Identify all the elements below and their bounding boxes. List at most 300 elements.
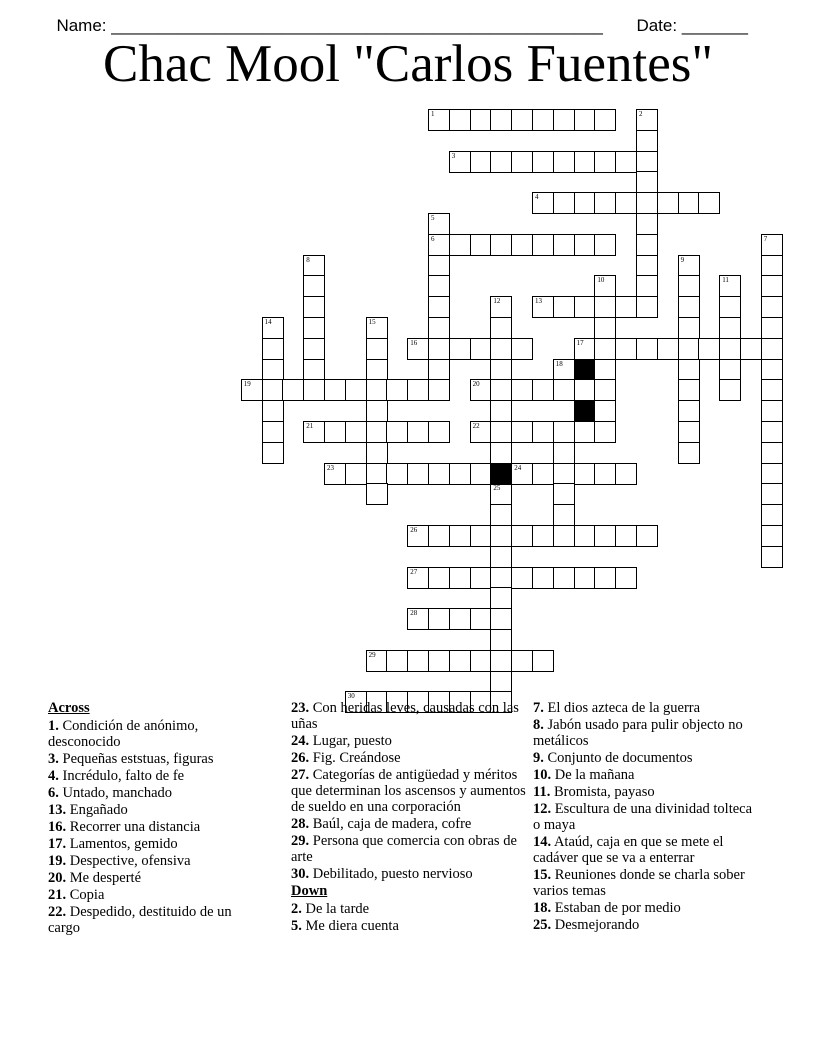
grid-cell[interactable] — [428, 213, 450, 235]
grid-cell[interactable] — [282, 379, 304, 401]
grid-cell[interactable] — [428, 296, 450, 318]
grid-cell[interactable] — [303, 275, 325, 297]
grid-cell[interactable] — [636, 255, 658, 277]
grid-cell[interactable] — [407, 379, 429, 401]
grid-cell[interactable] — [428, 338, 450, 360]
grid-cell[interactable] — [719, 275, 741, 297]
grid-cell[interactable] — [532, 463, 554, 485]
grid-cell[interactable] — [594, 234, 616, 256]
grid-cell[interactable] — [678, 296, 700, 318]
across-clue-list-continued — [291, 700, 527, 882]
grid-cell[interactable] — [636, 338, 658, 360]
grid-cell[interactable] — [511, 421, 533, 443]
grid-cell[interactable] — [470, 338, 492, 360]
clue-text: Untado, manchado — [58, 785, 173, 801]
clue-item — [48, 718, 266, 750]
grid-cell[interactable] — [490, 421, 512, 443]
grid-cell[interactable] — [490, 234, 512, 256]
grid-cell[interactable] — [490, 608, 512, 630]
clue-number-label: 6. — [48, 785, 59, 801]
clue-item — [533, 917, 753, 933]
clue-number-label: 27. — [291, 767, 310, 783]
grid-cell[interactable] — [449, 338, 471, 360]
grid-cell[interactable] — [490, 109, 512, 131]
clue-item — [48, 785, 266, 801]
grid-cell[interactable] — [262, 421, 284, 443]
grid-cell[interactable] — [366, 442, 388, 464]
grid-cell[interactable] — [470, 608, 492, 630]
grid-cell[interactable] — [532, 650, 554, 672]
grid-cell[interactable] — [532, 296, 554, 318]
grid-cell[interactable] — [615, 463, 637, 485]
grid-cell[interactable] — [407, 608, 429, 630]
grid-cell[interactable] — [490, 587, 512, 609]
clue-text: Pequeñas eststuas, figuras — [58, 751, 214, 767]
grid-cell[interactable] — [428, 109, 450, 131]
clue-number: 22 — [472, 422, 480, 430]
grid-cell[interactable] — [511, 650, 533, 672]
clue-number-label: 3. — [48, 751, 59, 767]
grid-cell[interactable] — [636, 151, 658, 173]
grid-cell[interactable] — [449, 525, 471, 547]
clue-item — [533, 750, 753, 766]
clue-item — [533, 700, 753, 716]
grid-cell[interactable] — [553, 359, 575, 381]
grid-cell[interactable] — [553, 483, 575, 505]
grid-cell[interactable] — [532, 421, 554, 443]
grid-cell[interactable] — [470, 379, 492, 401]
grid-cell[interactable] — [636, 109, 658, 131]
grid-cell[interactable] — [490, 671, 512, 693]
grid-cell[interactable] — [262, 338, 284, 360]
grid-cell[interactable] — [386, 421, 408, 443]
grid-cell[interactable] — [553, 421, 575, 443]
grid-cell[interactable] — [594, 192, 616, 214]
grid-cell[interactable] — [428, 567, 450, 589]
clue-number-label: 11. — [533, 784, 551, 800]
grid-cell[interactable] — [490, 359, 512, 381]
grid-cell[interactable] — [636, 275, 658, 297]
clue-number: 18 — [555, 359, 563, 368]
grid-cell[interactable] — [615, 567, 637, 589]
grid-cell[interactable] — [761, 525, 783, 547]
clue-text: Reuniones donde se charla sober varios temas — [533, 867, 745, 899]
grid-cell[interactable] — [574, 151, 596, 173]
grid-cell[interactable] — [386, 463, 408, 485]
clue-text: Jabón usado para pulir objecto no metálicos — [533, 717, 743, 749]
grid-cell[interactable] — [553, 567, 575, 589]
grid-cell[interactable] — [594, 275, 616, 297]
clue-number: 25 — [493, 484, 501, 493]
grid-cell[interactable] — [470, 234, 492, 256]
grid-cell[interactable] — [740, 338, 762, 360]
grid-cell[interactable] — [470, 650, 492, 672]
grid-cell[interactable] — [636, 130, 658, 152]
grid-cell[interactable] — [719, 317, 741, 339]
grid-cell[interactable] — [511, 463, 533, 485]
clue-item — [48, 819, 266, 835]
grid-cell[interactable] — [428, 525, 450, 547]
clue-number: 23 — [327, 463, 334, 472]
grid-cell[interactable] — [574, 379, 596, 401]
clue-text: Copia — [66, 887, 105, 903]
grid-cell[interactable] — [303, 421, 325, 443]
clue-number-label: 5. — [291, 918, 302, 934]
name-line[interactable]: ____________________________________________________ — [111, 16, 603, 35]
grid-cell[interactable] — [761, 463, 783, 485]
grid-cell[interactable] — [553, 234, 575, 256]
grid-cell[interactable] — [366, 379, 388, 401]
grid-cell[interactable] — [511, 234, 533, 256]
grid-cell[interactable] — [366, 359, 388, 381]
grid-cell[interactable] — [636, 213, 658, 235]
grid-cell[interactable] — [553, 525, 575, 547]
clue-item — [533, 801, 753, 833]
grid-cell[interactable] — [594, 379, 616, 401]
clue-number: 21 — [306, 422, 314, 430]
grid-cell[interactable] — [698, 192, 720, 214]
clue-number-label: 22. — [48, 904, 67, 920]
grid-cell[interactable] — [490, 442, 512, 464]
grid-cell[interactable] — [761, 483, 783, 505]
grid-cell[interactable] — [761, 255, 783, 277]
clue-text: Ataúd, caja en que se mete el cadáver que se va a enterrar — [533, 834, 724, 866]
grid-cell[interactable] — [594, 338, 616, 360]
grid-cell[interactable] — [262, 317, 284, 339]
clue-number-label: 23. — [291, 700, 310, 716]
clue-number-label: 12. — [533, 801, 552, 817]
grid-cell[interactable] — [345, 379, 367, 401]
grid-cell[interactable] — [553, 463, 575, 485]
grid-cell[interactable] — [532, 525, 554, 547]
clue-number: 9 — [680, 255, 685, 264]
clue-number: 3 — [451, 151, 456, 160]
grid-cell[interactable] — [594, 317, 616, 339]
grid-cell[interactable] — [594, 109, 616, 131]
grid-cell[interactable] — [345, 421, 367, 443]
grid-cell[interactable] — [574, 421, 596, 443]
clue-number: 11 — [722, 276, 729, 285]
grid-cell[interactable] — [366, 400, 388, 422]
grid-cell[interactable] — [428, 275, 450, 297]
grid-cell[interactable] — [678, 379, 700, 401]
grid-cell[interactable] — [470, 109, 492, 131]
grid-cell[interactable] — [657, 338, 679, 360]
grid-cell[interactable] — [574, 525, 596, 547]
grid-cell[interactable] — [511, 567, 533, 589]
down-header: Down — [291, 883, 328, 899]
grid-cell[interactable] — [262, 400, 284, 422]
grid-cell[interactable] — [678, 442, 700, 464]
clue-number: 29 — [368, 650, 376, 659]
grid-cell[interactable] — [449, 567, 471, 589]
grid-cell[interactable] — [636, 192, 658, 214]
grid-cell[interactable] — [490, 546, 512, 568]
grid-cell[interactable] — [449, 650, 471, 672]
grid-cell[interactable] — [698, 338, 720, 360]
grid-cell[interactable] — [532, 109, 554, 131]
grid-cell[interactable] — [553, 504, 575, 526]
clue-item — [48, 836, 266, 852]
clue-number-label: 19. — [48, 853, 67, 869]
grid-cell[interactable] — [262, 359, 284, 381]
grid-cell[interactable] — [511, 338, 533, 360]
clue-number: 12 — [493, 297, 501, 306]
grid-cell[interactable] — [428, 379, 450, 401]
clue-text: Desmejorando — [551, 917, 640, 933]
grid-cell[interactable] — [636, 171, 658, 193]
grid-cell[interactable] — [470, 421, 492, 443]
grid-cell[interactable] — [490, 567, 512, 589]
grid-cell[interactable] — [303, 359, 325, 381]
clue-number: 27 — [410, 567, 418, 576]
grid-cell[interactable] — [574, 296, 596, 318]
grid-cell[interactable] — [615, 338, 637, 360]
grid-cell[interactable] — [719, 379, 741, 401]
grid-cell[interactable] — [678, 255, 700, 277]
grid-cell[interactable] — [761, 296, 783, 318]
clues-column-1 — [48, 700, 266, 937]
clue-number: 10 — [597, 276, 605, 285]
grid-cell[interactable] — [470, 567, 492, 589]
clue-item — [291, 816, 527, 832]
grid-cell[interactable] — [407, 463, 429, 485]
clue-item — [291, 833, 527, 865]
grid-cell[interactable] — [636, 234, 658, 256]
clue-number-label: 4. — [48, 768, 59, 784]
clue-item — [291, 901, 527, 917]
grid-cell[interactable] — [532, 379, 554, 401]
clue-text: Me desperté — [66, 870, 142, 886]
grid-cell[interactable] — [303, 379, 325, 401]
grid-cell[interactable] — [407, 567, 429, 589]
grid-cell[interactable] — [574, 463, 596, 485]
grid-cell[interactable] — [678, 421, 700, 443]
grid-cell[interactable] — [345, 463, 367, 485]
grid-cell[interactable] — [324, 421, 346, 443]
grid-cell[interactable] — [594, 359, 616, 381]
grid-cell[interactable] — [574, 192, 596, 214]
grid-cell[interactable] — [761, 442, 783, 464]
clue-item — [291, 767, 527, 815]
grid-cell[interactable] — [470, 463, 492, 485]
grid-cell[interactable] — [761, 379, 783, 401]
grid-cell[interactable] — [511, 379, 533, 401]
grid-cell[interactable] — [594, 567, 616, 589]
grid-cell[interactable] — [449, 608, 471, 630]
grid-cell[interactable] — [532, 192, 554, 214]
grid-cell[interactable] — [553, 192, 575, 214]
grid-cell[interactable] — [678, 359, 700, 381]
grid-cell[interactable] — [615, 296, 637, 318]
clue-number-label: 26. — [291, 750, 310, 766]
grid-cell[interactable] — [407, 338, 429, 360]
grid-cell[interactable] — [428, 255, 450, 277]
grid-cell[interactable] — [366, 317, 388, 339]
clue-number: 15 — [368, 318, 376, 326]
clue-item — [291, 750, 527, 766]
grid-cell[interactable] — [594, 296, 616, 318]
grid-cell[interactable] — [366, 650, 388, 672]
grid-cell[interactable] — [303, 255, 325, 277]
grid-cell[interactable] — [719, 338, 741, 360]
clue-item — [48, 768, 266, 784]
grid-cell[interactable] — [366, 483, 388, 505]
grid-cell[interactable] — [594, 463, 616, 485]
grid-cell[interactable] — [678, 275, 700, 297]
grid-cell[interactable] — [553, 109, 575, 131]
grid-cell[interactable] — [657, 192, 679, 214]
grid-cell[interactable] — [594, 421, 616, 443]
grid-cell[interactable] — [449, 151, 471, 173]
grid-cell[interactable] — [428, 650, 450, 672]
clue-number: 16 — [410, 338, 418, 347]
clue-item — [291, 700, 527, 732]
grid-cell[interactable] — [428, 608, 450, 630]
grid-cell[interactable] — [407, 525, 429, 547]
grid-cell[interactable] — [490, 650, 512, 672]
grid-cell[interactable] — [303, 317, 325, 339]
date-label: Date: — [636, 16, 682, 35]
grid-cell[interactable] — [407, 421, 429, 443]
clue-number-label: 13. — [48, 802, 67, 818]
grid-cell[interactable] — [303, 338, 325, 360]
grid-cell[interactable] — [428, 421, 450, 443]
clue-number: 30 — [347, 692, 355, 701]
grid-cell[interactable] — [761, 275, 783, 297]
grid-cell[interactable] — [761, 338, 783, 360]
down-clue-list — [291, 901, 527, 934]
grid-cell[interactable] — [761, 421, 783, 443]
clue-text: Lugar, puesto — [309, 733, 392, 749]
clue-number: 13 — [535, 297, 542, 306]
grid-cell[interactable] — [428, 234, 450, 256]
grid-cell[interactable] — [574, 338, 596, 360]
grid-cell[interactable] — [532, 567, 554, 589]
grid-cell[interactable] — [428, 463, 450, 485]
grid-cell[interactable] — [407, 650, 429, 672]
clue-number: 4 — [535, 193, 539, 202]
grid-cell[interactable] — [761, 234, 783, 256]
grid-cell[interactable] — [761, 504, 783, 526]
grid-cell[interactable] — [470, 151, 492, 173]
grid-cell[interactable] — [761, 317, 783, 339]
clue-number: 24 — [514, 463, 522, 472]
grid-cell[interactable] — [511, 151, 533, 173]
grid-cell[interactable] — [532, 151, 554, 173]
grid-cell[interactable] — [553, 151, 575, 173]
grid-cell[interactable] — [490, 317, 512, 339]
grid-cell[interactable] — [490, 629, 512, 651]
grid-cell[interactable] — [719, 359, 741, 381]
grid-cell[interactable] — [574, 109, 596, 131]
grid-cell[interactable] — [386, 650, 408, 672]
grid-cell[interactable] — [262, 379, 284, 401]
clue-item — [291, 918, 527, 934]
grid-cell[interactable] — [553, 296, 575, 318]
grid-cell[interactable] — [428, 317, 450, 339]
grid-cell[interactable] — [574, 567, 596, 589]
grid-cell[interactable] — [386, 379, 408, 401]
grid-cell[interactable] — [574, 234, 596, 256]
grid-cell[interactable] — [615, 525, 637, 547]
grid-cell[interactable] — [449, 463, 471, 485]
grid-cell[interactable] — [490, 296, 512, 318]
clue-text: Escultura de una divinidad tolteca o maya — [533, 801, 753, 833]
grid-cell[interactable] — [490, 151, 512, 173]
clue-number: 17 — [576, 338, 584, 347]
grid-cell[interactable] — [553, 379, 575, 401]
across-header: Across — [48, 700, 90, 716]
grid-cell[interactable] — [678, 338, 700, 360]
date-line[interactable]: _______ — [681, 16, 748, 35]
grid-cell[interactable] — [366, 463, 388, 485]
grid-cell[interactable] — [449, 234, 471, 256]
grid-cell[interactable] — [594, 525, 616, 547]
grid-cell[interactable] — [428, 359, 450, 381]
grid-cell[interactable] — [449, 109, 471, 131]
grid-cell[interactable] — [324, 379, 346, 401]
clue-text: Estaban de por medio — [551, 900, 681, 916]
clue-item — [48, 802, 266, 818]
grid-cell[interactable] — [678, 400, 700, 422]
clue-number-label: 28. — [291, 816, 310, 832]
grid-cell[interactable] — [636, 525, 658, 547]
clue-item — [533, 717, 753, 749]
clue-number: 8 — [306, 255, 310, 264]
grid-cell[interactable] — [366, 338, 388, 360]
grid-cell[interactable] — [761, 359, 783, 381]
grid-cell[interactable] — [470, 525, 492, 547]
grid-cell[interactable] — [615, 192, 637, 214]
grid-cell[interactable] — [594, 151, 616, 173]
grid-cell[interactable] — [761, 546, 783, 568]
clue-number: 2 — [639, 110, 643, 118]
grid-cell[interactable] — [553, 442, 575, 464]
grid-cell[interactable] — [761, 400, 783, 422]
grid-cell[interactable] — [511, 525, 533, 547]
grid-cell[interactable] — [303, 296, 325, 318]
clue-text: Bromista, payaso — [550, 784, 655, 800]
clue-number-label: 29. — [291, 833, 310, 849]
clue-text: Fig. Creándose — [309, 750, 401, 766]
clue-item — [291, 866, 527, 882]
grid-cell[interactable] — [490, 379, 512, 401]
grid-cell[interactable] — [678, 192, 700, 214]
grid-cell[interactable] — [262, 442, 284, 464]
grid-cell[interactable] — [490, 525, 512, 547]
grid-cell[interactable] — [532, 234, 554, 256]
grid-cell[interactable] — [636, 296, 658, 318]
clue-number-label: 9. — [533, 750, 544, 766]
grid-cell[interactable] — [241, 379, 263, 401]
grid-cell[interactable] — [490, 504, 512, 526]
grid-cell[interactable] — [594, 400, 616, 422]
clue-number-label: 7. — [533, 700, 544, 716]
grid-cell[interactable] — [511, 109, 533, 131]
grid-cell[interactable] — [490, 400, 512, 422]
grid-cell[interactable] — [490, 338, 512, 360]
grid-cell[interactable] — [324, 463, 346, 485]
grid-cell[interactable] — [678, 317, 700, 339]
grid-cell[interactable] — [366, 421, 388, 443]
clue-number: 28 — [410, 609, 418, 618]
page-title: Chac Mool "Carlos Fuentes" — [102, 35, 714, 93]
grid-cell[interactable] — [615, 151, 637, 173]
grid-cell[interactable] — [719, 296, 741, 318]
clue-item — [533, 834, 753, 866]
grid-cell[interactable] — [490, 483, 512, 505]
